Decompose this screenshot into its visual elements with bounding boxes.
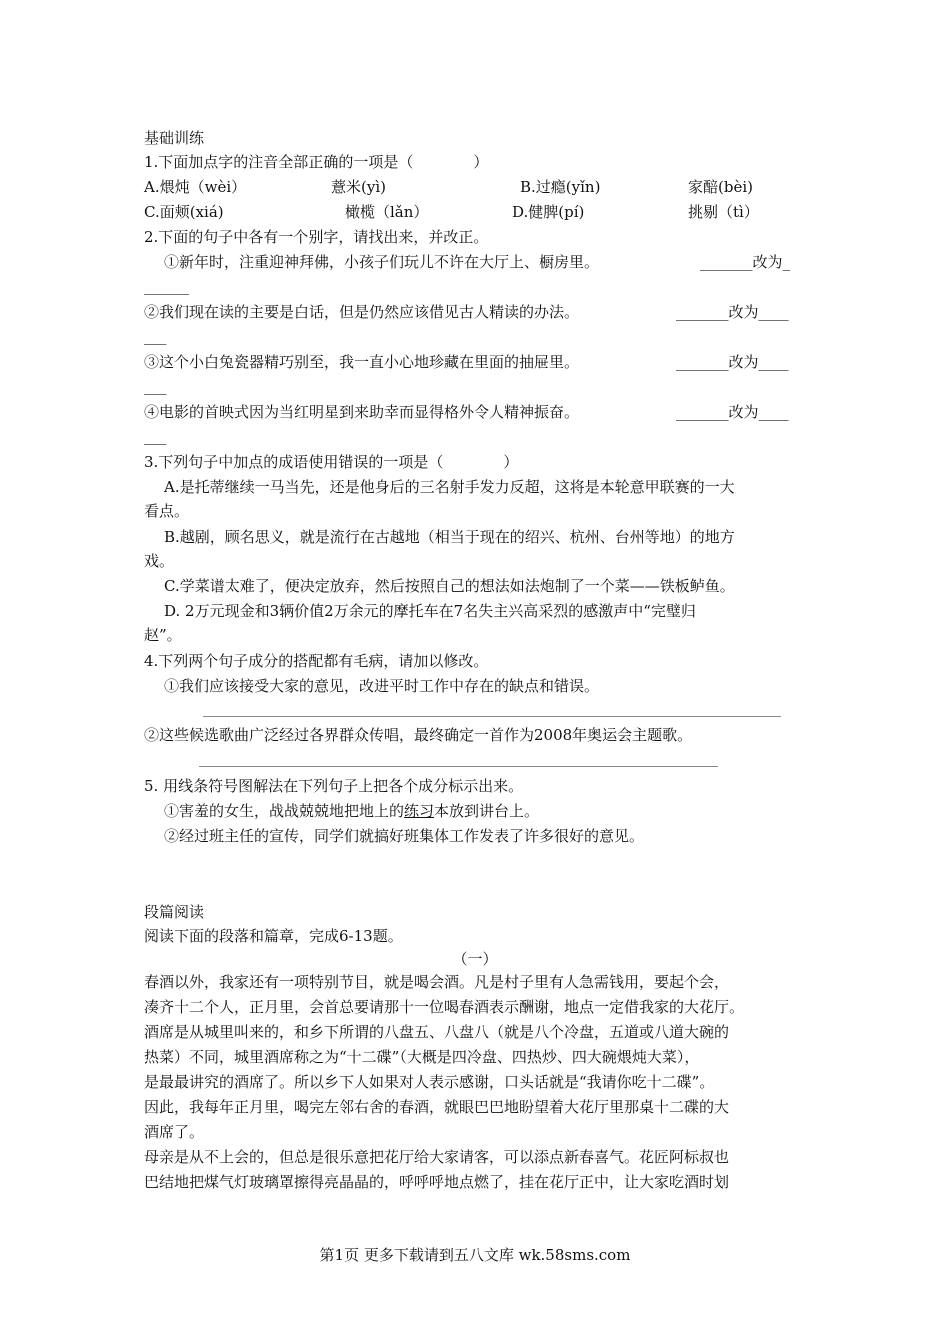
reading-line: 热菜）不同，城里酒席称之为“十二碟”（大概是四冷盘、四热炒、四大碗煨炖大菜）， <box>144 1048 700 1066</box>
q5-s1-pre: ①害羞的女生，战战兢兢地把地上的 <box>164 802 405 820</box>
q2-item-3: ③这个小白兔瓷器精巧别至，我一直小心地珍藏在里面的抽屉里。 <box>144 353 580 371</box>
q2-item-1-cont: ______ <box>144 277 189 295</box>
q1-stem: 1.下面加点字的注音全部正确的一项是（ ） <box>144 153 489 171</box>
q2-item-4-cont: ___ <box>144 427 167 445</box>
reading-line: 酒席是从城里叫来的，和乡下所谓的八盘五、八盘八（就是八个冷盘，五道或八道大碗的 <box>144 1023 730 1041</box>
page-footer: 第1页 更多下载请到五八文库 wk.58sms.com <box>319 1246 631 1264</box>
q1-option-c2: 橄榄（lǎn） <box>345 203 429 221</box>
section-title-basic: 基础训练 <box>144 129 205 147</box>
q5-s1-underlined: 练习 <box>404 802 435 820</box>
q2-item-3-cont: ___ <box>144 377 167 395</box>
q2-item-3-blank: _______改为____ <box>676 353 789 371</box>
q1-option-c1: C.面颊(xiá) <box>144 203 224 221</box>
q2-item-2: ②我们现在读的主要是白话，但是仍然应该借见古人精读的办法。 <box>144 303 580 321</box>
q2-item-4: ④电影的首映式因为当红明星到来助幸而显得格外令人精神振奋。 <box>144 403 580 421</box>
q5-stem: 5. 用线条符号图解法在下列句子上把各个成分标示出来。 <box>144 777 524 795</box>
q3-option-c: C.学菜谱太难了，便决定放弃，然后按照自己的想法如法炮制了一个菜——铁板鲈鱼。 <box>164 577 735 595</box>
q4-answer-line-2 <box>199 766 718 767</box>
q5-sentence-2: ②经过班主任的宣传，同学们就搞好班集体工作发表了许多很好的意见。 <box>164 827 645 845</box>
q3-option-d-cont: 赵”。 <box>144 626 182 644</box>
q2-item-1-blank: _______改为_ <box>700 253 791 271</box>
q4-stem: 4.下列两个句子成分的搭配都有毛病，请加以修改。 <box>144 652 489 670</box>
q5-s1-post: 本放到讲台上。 <box>434 802 540 820</box>
q4-sentence-1: ①我们应该接受大家的意见，改进平时工作中存在的缺点和错误。 <box>164 677 600 695</box>
reading-intro: 阅读下面的段落和篇章，完成6-13题。 <box>144 927 403 945</box>
q3-option-a-cont: 看点。 <box>144 502 190 520</box>
q2-item-4-blank: _______改为____ <box>676 403 789 421</box>
q3-option-a: A.是托蒂继续一马当先，还是他身后的三名射手发力反超，这将是本轮意甲联赛的一大 <box>164 478 735 496</box>
q1-option-a1: A.煨炖（wèi） <box>144 178 247 196</box>
reading-line: 母亲是从不上会的，但总是很乐意把花厅给大家请客，可以添点新春喜气。花匠阿标叔也 <box>144 1148 730 1166</box>
q2-item-1: ①新年时，注重迎神拜佛，小孩子们玩儿不许在大厅上、橱房里。 <box>164 253 600 271</box>
q1-option-b1: B.过瘾(yǐn) <box>520 178 601 196</box>
reading-line: 凑齐十二个人，正月里，会首总要请那十一位喝春酒表示酬谢，地点一定借我家的大花厅。 <box>144 998 745 1016</box>
reading-line: 因此，我每年正月里，喝完左邻右舍的春酒，就眼巴巴地盼望着大花厅里那桌十二碟的大 <box>144 1098 730 1116</box>
section-title-reading: 段篇阅读 <box>144 903 205 921</box>
q2-item-2-blank: _______改为____ <box>676 303 789 321</box>
reading-line: 巴结地把煤气灯玻璃罩擦得亮晶晶的，呼呼呼地点燃了，挂在花厅正中，让大家吃酒时划 <box>144 1173 730 1191</box>
q1-option-b2: 家醅(bèi) <box>688 178 753 196</box>
q3-option-b: B.越剧，顾名思义，就是流行在古越地（相当于现在的绍兴、杭州、台州等地）的地方 <box>164 528 735 546</box>
q1-option-a2: 薏米(yì) <box>331 178 386 196</box>
q3-option-b-cont: 戏。 <box>144 552 175 570</box>
q5-sentence-1 <box>164 801 539 821</box>
reading-line: 是最最讲究的酒席了。所以乡下人如果对人表示感谢，口头话就是“我请你吃十二碟”。 <box>144 1073 715 1091</box>
q4-answer-line-1 <box>203 716 781 717</box>
q3-option-d: D. 2万元现金和3辆价值2万余元的摩托车在7名失主兴高采烈的感激声中“完璧归 <box>164 602 696 620</box>
q2-item-2-cont: ___ <box>144 327 167 345</box>
reading-part-label: （一） <box>452 950 498 968</box>
q2-stem: 2.下面的句子中各有一个别字，请找出来，并改正。 <box>144 228 489 246</box>
q1-option-d2: 挑剔（tì） <box>688 203 759 221</box>
reading-line: 春酒以外，我家还有一项特别节目，就是喝会酒。凡是村子里有人急需钱用，要起个会， <box>144 973 730 991</box>
q3-stem: 3.下列句子中加点的成语使用错误的一项是（ ） <box>144 453 519 471</box>
q4-sentence-2: ②这些候选歌曲广泛经过各界群众传唱，最终确定一首作为2008年奥运会主题歌。 <box>144 726 693 744</box>
reading-line: 酒席了。 <box>144 1123 205 1141</box>
q1-option-d1: D.健脾(pí) <box>512 203 585 221</box>
